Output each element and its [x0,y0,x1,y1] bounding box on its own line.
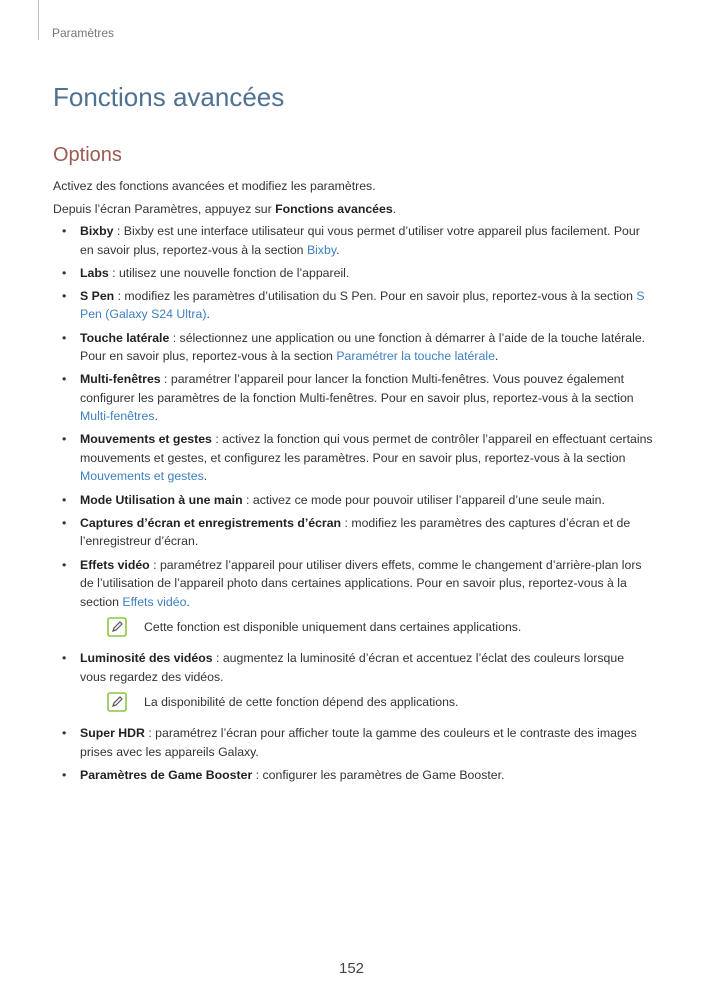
bullet-icon: • [62,726,67,740]
bullet-icon: • [62,515,67,530]
bullet-icon: • [62,557,67,572]
item-link[interactable]: Multi-fenêtres [80,409,155,424]
item-after: . [186,594,190,609]
item-term: Captures d’écran et enregistrements d’écran [80,515,342,530]
note-text: La disponibilité de cette fonction dépend des applications. [144,695,459,709]
list-item-bixby [53,222,653,259]
item-link[interactable]: Bixby [306,242,337,257]
item-term: Effets vidéo [80,557,150,572]
bullet-icon: • [62,288,67,303]
note-pencil-icon [107,617,127,637]
item-text: : modifiez les paramètres d’utilisation du S Pen. Pour en savoir plus, reportez-vous à la section [114,288,637,303]
item-term: Super HDR [80,726,145,740]
bullet-icon: • [62,372,67,387]
note-text: Cette fonction est disponible uniquement dans certaines applications. [144,620,522,634]
item-term: Paramètres de Game Booster [80,767,253,782]
item-after: . [206,307,210,322]
item-link[interactable]: S Pen (Galaxy S24 Ultra) [80,288,645,322]
item-after: . [336,242,340,257]
list-item-video-brightness [53,649,653,714]
list-item-labs [53,264,653,283]
item-term: Labs [80,265,109,280]
note-pencil-icon [107,692,127,712]
bullet-icon: • [62,432,67,447]
list-item-one-handed-mode [53,491,653,510]
section-intro: Activez des fonctions avancées et modifiez les paramètres. [53,179,376,193]
bullet-icon: • [62,767,67,782]
bullet-icon: • [62,330,67,345]
list-item-multi-window [53,370,653,426]
settings-path-prefix: Depuis l’écran Paramètres, appuyez sur [53,201,276,216]
item-text: : modifiez les paramètres des captures d’écran et de l’enregistreur d’écran. [80,515,631,549]
settings-path [53,200,653,219]
item-text: : utilisez une nouvelle fonction de l’appareil. [108,265,350,280]
item-term: Multi-fenêtres [80,372,161,387]
list-item-motions-gestures [53,430,653,486]
item-after: . [203,469,208,484]
list-item-super-hdr [53,724,653,761]
bullet-icon: • [62,224,67,238]
item-text: : activez ce mode pour pouvoir utiliser l’appareil d’une seule main. [242,492,605,507]
item-text: : paramétrez l’appareil pour utiliser divers effets, comme le changement d’arrière-plan lors de l’utilisation de l’appareil photo dans certaines applications. Pour en savoir plus, reportez-vous à la section [80,557,642,609]
item-term: S Pen [80,288,115,303]
list-item-game-booster [53,766,653,785]
settings-path-suffix: . [392,201,397,216]
list-item-screenshots-recorder [53,514,653,551]
note-video-effects [80,617,653,639]
bullet-icon: • [62,651,67,665]
breadcrumb: Paramètres [52,26,115,40]
item-text: : paramétrer l’appareil pour lancer la fonction Multi-fenêtres. Vous pouvez également configurer les paramètres de la fonction Multi-fenêtres. Pour en savoir plus, reportez-vous à la section [80,372,634,405]
item-term: Mouvements et gestes [80,432,212,447]
item-term: Touche latérale [80,330,170,345]
settings-path-target: Fonctions avancées [275,201,393,216]
item-text: : configurer les paramètres de Game Booster. [252,767,505,782]
header-divider [38,0,39,40]
section-title: Options [53,144,122,166]
page-number: 152 [338,960,365,977]
item-text: : augmentez la luminosité d’écran et accentuez l’éclat des couleurs lorsque vous regardez des vidéos. [80,651,625,684]
item-text: : activez la fonction qui vous permet de contrôler l’appareil en effectuant certains mouvements et gestes, et configurez les paramètres. Pour en savoir plus, reportez-vous à la section [80,432,653,465]
bullet-icon: • [62,265,67,280]
list-item-s-pen [53,287,653,324]
item-after: . [154,409,158,424]
item-term: Bixby [80,224,114,238]
item-term: Luminosité des vidéos [80,651,213,665]
item-text: : Bixby est une interface utilisateur qui vous permet d’utiliser votre appareil plus facilement. Pour en savoir plus, reportez-vous à la section [80,224,640,257]
item-text: : sélectionnez une application ou une fonction à démarrer à l’aide de la touche latérale. Pour en savoir plus, reportez-vous à la section [80,330,646,364]
item-text: : paramétrez l’écran pour afficher toute la gamme des couleurs et le contraste des images prises avec les appareils Galaxy. [80,726,637,759]
item-term: Mode Utilisation à une main [80,492,243,507]
page-title: Fonctions avancées [53,82,285,112]
item-link[interactable]: Effets vidéo [122,594,187,609]
item-after: . [494,349,499,364]
list-item-video-effects [53,556,653,640]
item-link[interactable]: Mouvements et gestes [80,469,204,484]
bullet-icon: • [62,492,67,507]
list-item-side-key [53,329,653,366]
item-link[interactable]: Paramétrer la touche latérale [336,349,495,364]
feature-list [53,222,653,784]
note-video-brightness [80,692,653,714]
section-content [53,177,653,789]
